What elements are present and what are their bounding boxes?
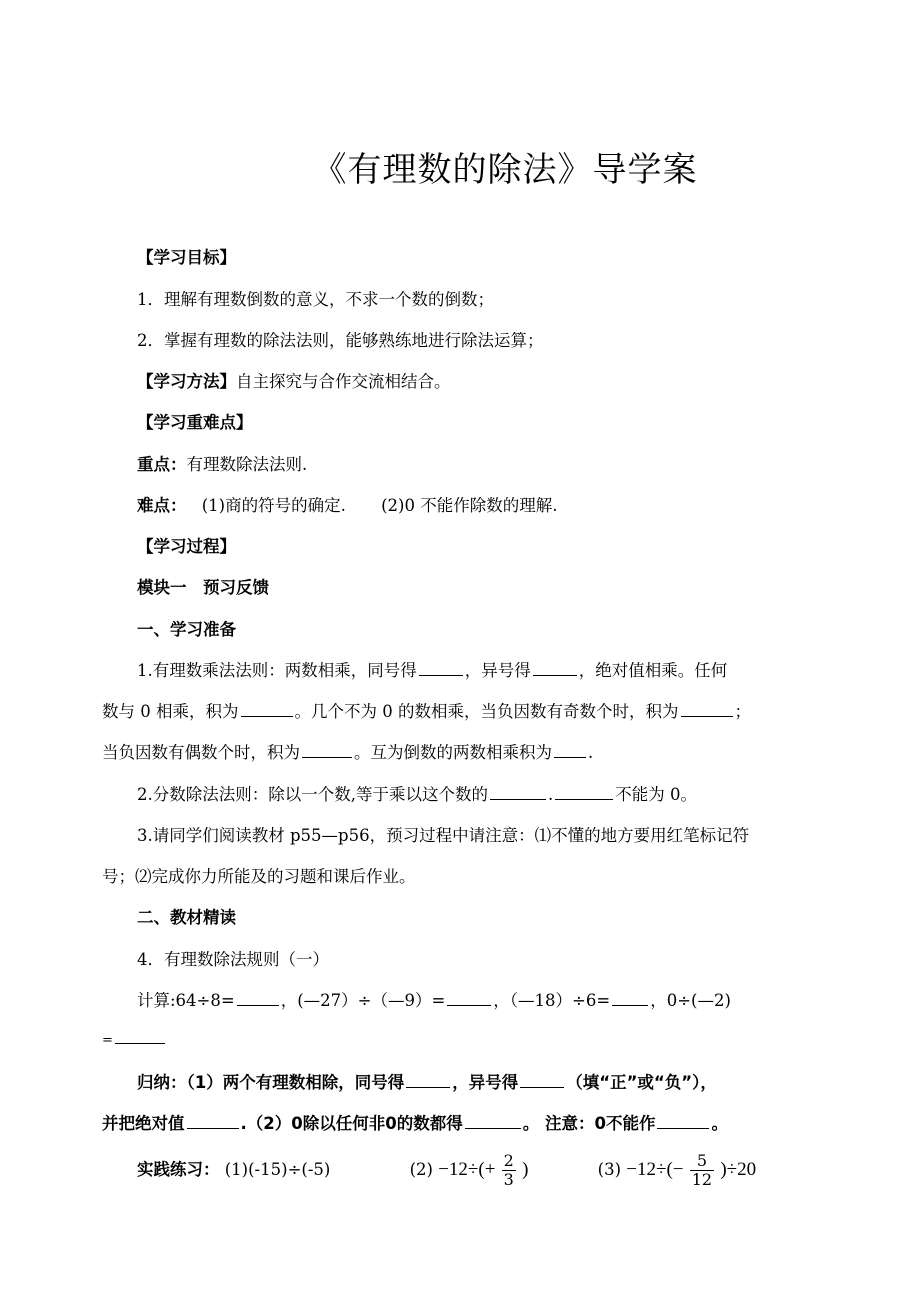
calc-a: 计算:64÷8=	[137, 991, 235, 1010]
calc-b: ，(—27）÷（—9）=	[280, 991, 446, 1010]
key-label: 重点：	[137, 455, 187, 474]
blank-same-sign[interactable]	[419, 659, 463, 676]
practice-1: (1)(-15)÷(-5)	[224, 1160, 331, 1179]
blank-induce-same[interactable]	[406, 1071, 450, 1088]
module-1-heading: 模块一 预习反馈	[137, 578, 269, 597]
induce-e: .（2）0除以任何非0的数都得	[240, 1114, 463, 1133]
blank-even-negatives[interactable]	[302, 741, 352, 758]
induce-c: （填“正”或“负”），	[566, 1073, 717, 1092]
prep-1f: ；	[734, 702, 751, 721]
blank-calc-1[interactable]	[237, 989, 279, 1006]
blank-induce-divisor[interactable]	[657, 1112, 709, 1129]
practice-2-numerator: 2	[503, 1151, 514, 1170]
induce-b: ，异号得	[452, 1073, 519, 1092]
prep-1b: ，异号得	[464, 661, 531, 680]
induce-line-1	[137, 1069, 717, 1093]
practice-3-denominator: 12	[691, 1170, 713, 1189]
prep-1c: ，绝对值相乘。任何	[578, 661, 728, 680]
difficulty-row	[137, 492, 558, 516]
practice-2-fraction	[502, 1152, 516, 1189]
process-heading: 【学习过程】	[137, 537, 236, 556]
practice-2-expr-b: )	[522, 1159, 529, 1180]
method-text: 自主探究与合作交流相结合。	[236, 372, 451, 391]
key-text: 有理数除法法则.	[186, 455, 308, 474]
blank-zero-product[interactable]	[241, 700, 293, 717]
blank-induce-abs[interactable]	[187, 1112, 239, 1129]
prep-1e: 。几个不为 0 的数相乘，当负因数有奇数个时，积为	[294, 702, 679, 721]
practice-3-label: (3)	[597, 1160, 622, 1179]
induce-g: 。	[711, 1114, 728, 1133]
key-row	[137, 451, 307, 475]
prep-1d: 数与 0 相乘，积为	[102, 702, 239, 721]
page-title: 《有理数的除法》导学案	[312, 150, 698, 190]
prep-1-line-1	[137, 657, 727, 681]
blank-calc-3[interactable]	[612, 989, 648, 1006]
practice-3-expr-b: )÷20	[720, 1159, 757, 1180]
calc-line-2	[102, 1030, 167, 1048]
prep-1a: 1.有理数乘法法则：两数相乘，同号得	[137, 661, 417, 680]
practice-line	[137, 1145, 756, 1195]
prep-3-line-1: 3.请同学们阅读教材 p55—p56，预习过程中请注意：⑴不懂的地方要用红笔标记符	[137, 826, 750, 845]
calc-d: ，0÷(—2)	[650, 991, 731, 1010]
method-heading: 【学习方法】	[137, 372, 236, 391]
induce-a: 归纳：（1）两个有理数相除，同号得	[137, 1073, 405, 1092]
calc-line	[137, 987, 731, 1011]
blank-induce-zero[interactable]	[465, 1112, 521, 1129]
blank-reciprocal-product[interactable]	[554, 741, 586, 758]
section-1-heading: 一、学习准备	[137, 620, 236, 639]
prep-2a: 2.分数除法法则：除以一个数,等于乘以这个数的	[137, 785, 488, 804]
prep-2c: 不能为 0。	[615, 785, 697, 804]
prep-1-line-2	[102, 698, 751, 722]
prep-1-line-3	[102, 739, 593, 763]
prep-1h: 。互为倒数的两数相乘积为	[354, 743, 552, 762]
section-2-heading: 二、教材精读	[137, 908, 236, 927]
blank-induce-diff[interactable]	[520, 1071, 564, 1088]
practice-2-denominator: 3	[503, 1170, 514, 1189]
induce-f: 。 注意：0不能作	[522, 1114, 656, 1133]
blank-reciprocal[interactable]	[490, 783, 546, 800]
practice-3-numerator: 5	[690, 1152, 714, 1171]
practice-2-expr-a: −12÷(+	[438, 1159, 496, 1180]
rule-heading: 4．有理数除法规则（一）	[137, 950, 329, 969]
objective-2: 2．掌握有理数的除法法则，能够熟练地进行除法运算；	[137, 331, 544, 350]
objective-1: 1．理解有理数倒数的意义，不求一个数的倒数；	[137, 290, 494, 309]
calc-e: =	[102, 1033, 113, 1048]
keypoints-heading: 【学习重难点】	[137, 413, 253, 432]
method-row	[137, 368, 451, 392]
difficulty-2: (2)0 不能作除数的理解.	[381, 496, 558, 515]
blank-divisor[interactable]	[555, 783, 613, 800]
prep-2b: .	[548, 785, 554, 804]
blank-calc-2[interactable]	[447, 989, 491, 1006]
induce-line-2	[102, 1110, 728, 1134]
calc-c: ，（—18）÷6=	[493, 991, 611, 1010]
practice-3-fraction	[690, 1152, 714, 1189]
prep-1g: 当负因数有偶数个时，积为	[102, 743, 300, 762]
blank-odd-negatives[interactable]	[681, 700, 733, 717]
difficulty-1: (1)商的符号的确定.	[201, 496, 346, 515]
practice-3-expr-a: −12÷(−	[626, 1159, 684, 1180]
difficulty-label: 难点：	[137, 496, 187, 515]
prep-3-line-2: 号；⑵完成你力所能及的习题和课后作业。	[102, 867, 416, 886]
blank-calc-4[interactable]	[115, 1030, 165, 1044]
blank-diff-sign[interactable]	[533, 659, 577, 676]
prep-2-line	[137, 781, 697, 805]
objectives-heading: 【学习目标】	[137, 248, 236, 267]
practice-2-label: (2)	[409, 1160, 433, 1179]
practice-label: 实践练习：	[137, 1160, 220, 1179]
induce-d: 并把绝对值	[102, 1114, 185, 1133]
prep-1i: .	[588, 743, 594, 762]
